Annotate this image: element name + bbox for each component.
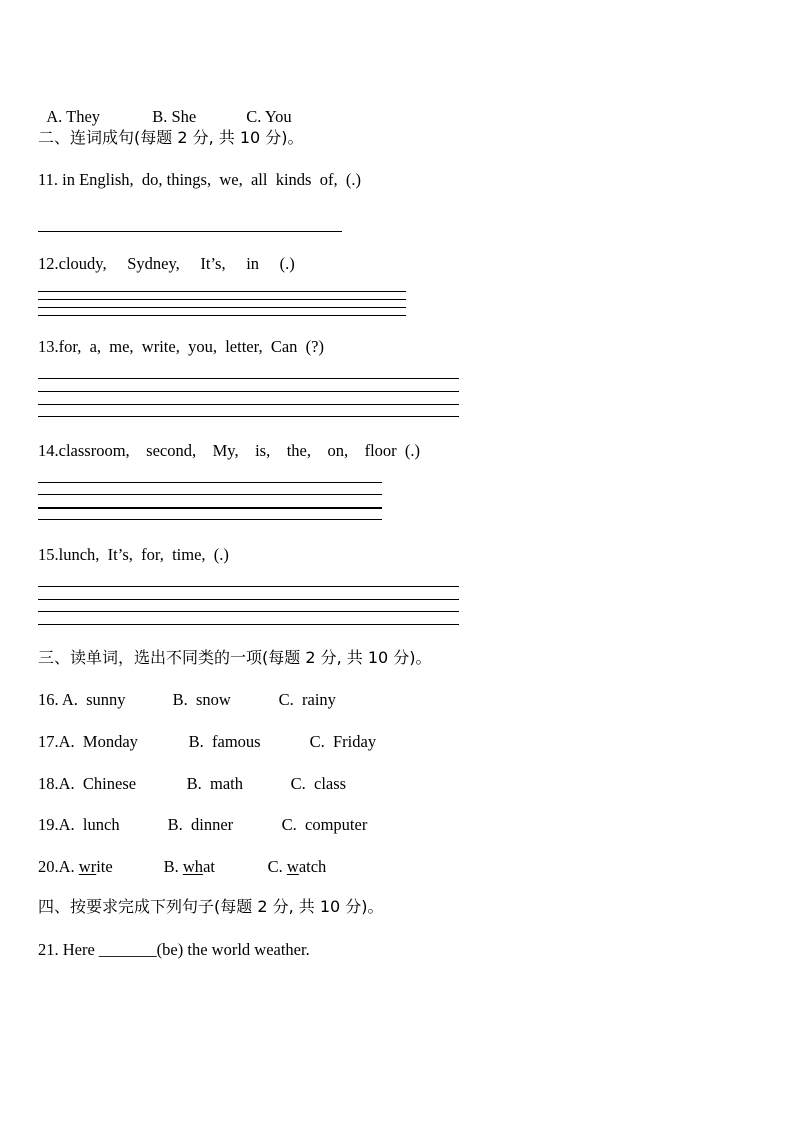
answer-line[interactable]: [38, 378, 459, 379]
answer-line[interactable]: [38, 586, 459, 587]
option-a: A. lunch: [58, 815, 120, 834]
question-16: [38, 690, 336, 710]
question-number: 11.: [38, 170, 59, 189]
option-c: C. rainy: [278, 690, 336, 709]
question-18: [38, 774, 346, 794]
question-text: classroom, second, My, is, the, on, floor (.): [58, 441, 421, 460]
option-b: B. famous: [188, 732, 261, 751]
option-a: A. Chinese: [58, 774, 137, 793]
question-number: 15.: [38, 545, 59, 564]
question-number: 16.: [38, 690, 59, 709]
question-number: 18.: [38, 774, 59, 793]
question-text: cloudy, Sydney, It’s, in (.): [58, 254, 295, 273]
section3-heading: 三、读单词，选出不同类的一项(每题 2 分, 共 10 分)。: [38, 648, 432, 667]
answer-line[interactable]: [38, 404, 459, 405]
q10-option-c: C. You: [246, 107, 292, 126]
option-b: B. what: [163, 857, 215, 876]
answer-line[interactable]: [38, 599, 459, 600]
option-a: A. sunny: [58, 690, 126, 709]
question-19: [38, 815, 367, 835]
question-number: 21.: [38, 940, 59, 959]
question-text: lunch, It’s, for, time, (.): [58, 545, 229, 564]
option-c: C. watch: [267, 857, 327, 876]
answer-line[interactable]: [38, 507, 382, 509]
option-a: A. Monday: [58, 732, 138, 751]
q10-option-b: B. She: [152, 107, 197, 126]
answer-line[interactable]: [38, 416, 459, 417]
question-13: [38, 337, 324, 357]
answer-line[interactable]: [38, 291, 406, 292]
answer-line[interactable]: [38, 231, 342, 232]
question-number: 19.: [38, 815, 59, 834]
answer-line[interactable]: [38, 307, 406, 308]
question-text: for, a, me, write, you, letter, Can (?): [58, 337, 324, 356]
option-c: C. computer: [281, 815, 368, 834]
question-17: [38, 732, 376, 752]
section2-heading: 二、连词成句(每题 2 分, 共 10 分)。: [38, 128, 304, 147]
answer-line[interactable]: [38, 391, 459, 392]
answer-line[interactable]: [38, 519, 382, 520]
option-c: C. class: [290, 774, 347, 793]
section4-heading: 四、按要求完成下列句子(每题 2 分, 共 10 分)。: [38, 897, 384, 916]
question-15: [38, 545, 229, 565]
question-number: 17.: [38, 732, 59, 751]
answer-line[interactable]: [38, 494, 382, 495]
answer-line[interactable]: [38, 299, 406, 300]
question-20: [38, 857, 326, 877]
option-b: B. dinner: [167, 815, 234, 834]
option-b: B. snow: [172, 690, 231, 709]
answer-line[interactable]: [38, 482, 382, 483]
q10-options: [38, 87, 292, 127]
option-b: B. math: [186, 774, 243, 793]
question-number: 14.: [38, 441, 59, 460]
answer-line[interactable]: [38, 611, 459, 612]
question-number: 13.: [38, 337, 59, 356]
question-21: [38, 940, 310, 960]
question-number: 12.: [38, 254, 59, 273]
question-14: [38, 441, 420, 461]
option-c: C. Friday: [309, 732, 377, 751]
question-11: [38, 170, 361, 190]
question-text: in English, do, things, we, all kinds of, (.): [58, 170, 361, 189]
option-a: A. write: [58, 857, 113, 876]
q10-option-a: A. They: [46, 107, 101, 126]
answer-line[interactable]: [38, 624, 459, 625]
question-number: 20.: [38, 857, 59, 876]
question-text[interactable]: Here _______(be) the world weather.: [58, 940, 310, 959]
question-12: [38, 254, 295, 274]
answer-line[interactable]: [38, 315, 406, 316]
